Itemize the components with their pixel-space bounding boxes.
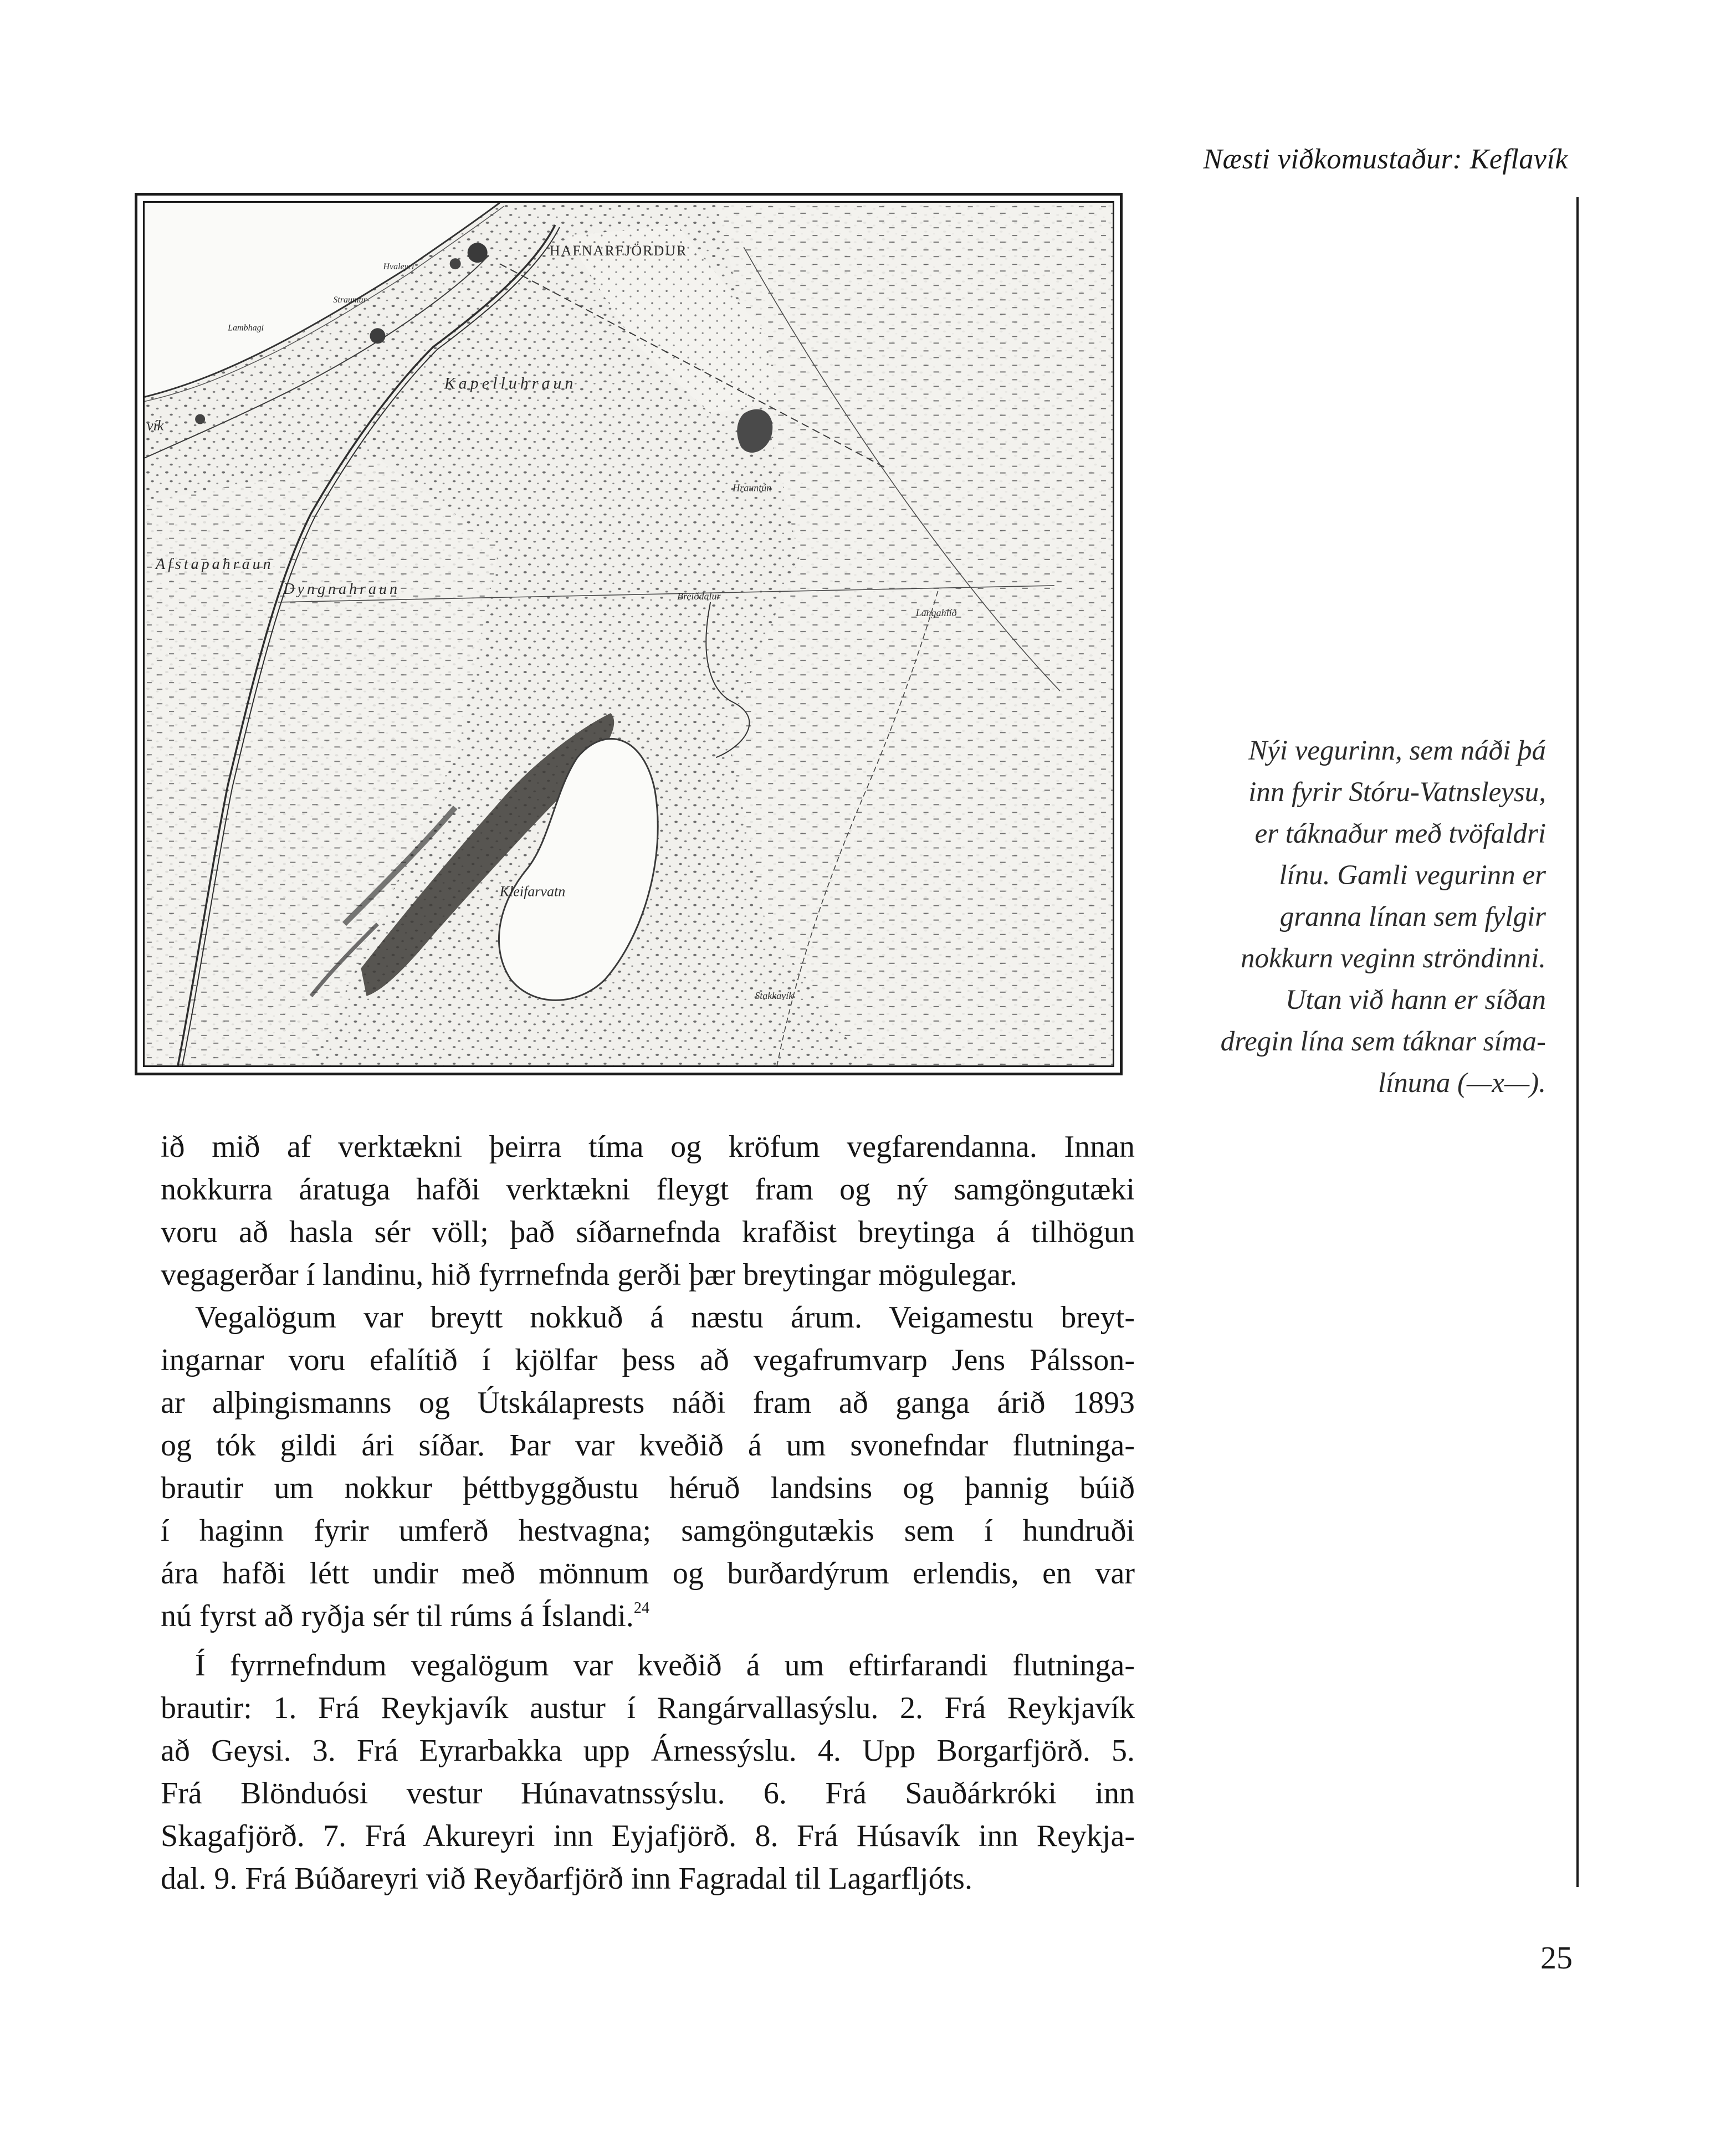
map-caption <box>1169 730 1546 1104</box>
historical-map <box>145 203 1113 1065</box>
map-label-dyngnahraun: Dyngnahraun <box>283 580 400 598</box>
map-label-afstapahraun: Afstapahraun <box>156 555 274 573</box>
text-line: Í fyrrnefndum vegalögum var kveðið á um eftirfarandi flutninga- <box>195 1648 1135 1683</box>
text-line: Frá Blönduósi vestur Húnavatnssýslu. 6. Frá Sauðárkróki inn <box>161 1776 1135 1811</box>
map-label-kleifarvatn: Kleifarvatn <box>499 883 566 900</box>
text-line: brautir um nokkur þéttbyggðustu héruð landsins og þannig búið <box>161 1471 1135 1505</box>
text-line: í haginn fyrir umferð hestvagna; samgöngutækis sem í hundruði <box>161 1514 1135 1548</box>
map-label-breiddalur: Breiðdalur <box>677 590 721 602</box>
caption-line: nokkurn veginn ströndinni. <box>1240 943 1546 974</box>
text-line: Skagafjörð. 7. Frá Akureyri inn Eyjafjörð. 8. Frá Húsavík inn Reykja- <box>161 1819 1135 1853</box>
map-label-hafnarfjordur: HAFNARFJÖRDUR <box>549 243 688 259</box>
text-line: vegagerðar í landinu, hið fyrrnefnda gerði þær breytingar mögulegar. <box>161 1258 1017 1292</box>
map-label-lambhagi: Lambhagi <box>228 323 264 333</box>
caption-line: Utan við hann er síðan <box>1285 985 1546 1016</box>
text-line: ar alþingismanns og Útskálaprests náði fram að ganga árið 1893 <box>161 1386 1135 1420</box>
text-line: ið mið af verktækni þeirra tíma og kröfum vegfarendanna. Innan <box>161 1130 1135 1164</box>
map-label-hvaleyri: Hvaleyri <box>383 262 414 272</box>
caption-line: línu. Gamli vegurinn er <box>1279 860 1546 891</box>
text-line: nokkurra áratuga hafði verktækni fleygt fram og ný samgöngutæki <box>161 1172 1135 1207</box>
text-line-content: nú fyrst að ryðja sér til rúms á Íslandi. <box>161 1599 634 1633</box>
caption-line: línuna (—x—). <box>1377 1068 1546 1099</box>
caption-line: er táknaður með tvöfaldri <box>1254 818 1546 849</box>
map-label-straumur: Straumur <box>333 295 367 305</box>
town-marker <box>450 258 461 269</box>
text-line: Vegalögum var breytt nokkuð á næstu árum. Veigamestu breyt- <box>195 1300 1135 1335</box>
text-line: ára hafði létt undir með mönnum og burðardýrum erlendis, en var <box>161 1556 1135 1591</box>
text-line: og tók gildi ári síðar. Þar var kveðið á um svonefndar flutninga- <box>161 1428 1135 1463</box>
town-marker <box>195 414 205 424</box>
footnote-ref[interactable]: 24 <box>633 1599 649 1617</box>
running-head: Næsti viðkomustaður: Keflavík <box>1203 143 1568 175</box>
map-label-kapelluhraun: Kapelluhraun <box>444 374 577 393</box>
text-line: brautir: 1. Frá Reykjavík austur í Rangárvallasýslu. 2. Frá Reykjavík <box>161 1691 1135 1725</box>
text-line: voru að hasla sér völl; það síðarnefnda krafðist breytinga á tilhögun <box>161 1215 1135 1249</box>
body-text <box>161 1126 1135 1900</box>
map-label-langahlid: Langahlíð <box>915 607 957 618</box>
paragraph-3 <box>161 1644 1135 1900</box>
moss-area <box>716 203 1113 1065</box>
caption-line: granna línan sem fylgir <box>1279 901 1546 932</box>
map-figure <box>135 193 1123 1075</box>
caption-line: Nýi vegurinn, sem náði þá <box>1248 735 1546 766</box>
text-line: að Geysi. 3. Frá Eyrarbakka upp Árnessýslu. 4. Upp Borgarfjörð. 5. <box>161 1734 1135 1768</box>
text-line: ingarnar voru efalítið í kjölfar þess að vegafrumvarp Jens Pálsson- <box>161 1343 1135 1377</box>
map-image <box>143 201 1114 1067</box>
map-label-vik: vík <box>147 417 164 434</box>
map-label-stakkavik: Stakkavík <box>755 989 793 1001</box>
paragraph-1 <box>161 1126 1135 1296</box>
text-line <box>161 1595 1135 1638</box>
caption-line: dregin lína sem táknar síma- <box>1220 1026 1546 1057</box>
text-line: dal. 9. Frá Búðareyri við Reyðarfjörð inn Fagradal til Lagarfljóts. <box>161 1862 972 1896</box>
vertical-rule <box>1576 197 1579 1887</box>
map-label-hrauntun: Hrauntún <box>733 482 772 494</box>
paragraph-2 <box>161 1296 1135 1638</box>
caption-line: inn fyrir Stóru-Vatnsleysu, <box>1248 777 1546 808</box>
page-number: 25 <box>1540 1940 1573 1976</box>
